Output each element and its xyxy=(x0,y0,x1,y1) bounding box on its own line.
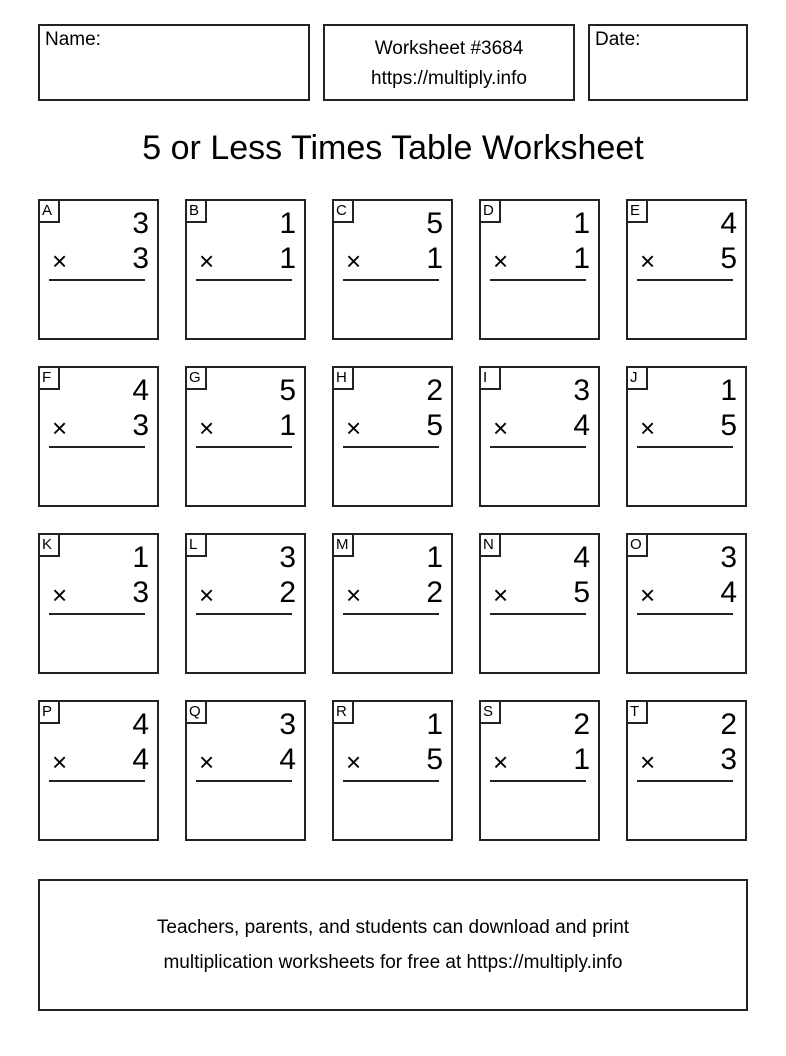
problem-letter: H xyxy=(332,366,354,390)
answer-input-area[interactable] xyxy=(637,452,733,499)
multiplicand: 2 xyxy=(426,374,443,407)
multiply-sign-icon: × xyxy=(199,246,215,276)
multiplicand: 3 xyxy=(279,541,296,574)
multiplicand: 3 xyxy=(132,207,149,240)
answer-line xyxy=(343,279,439,281)
problem-letter: D xyxy=(479,199,501,223)
multiplicand: 5 xyxy=(426,207,443,240)
multiplier: 5 xyxy=(573,576,590,609)
answer-input-area[interactable] xyxy=(343,786,439,833)
problem-card xyxy=(332,199,453,340)
problem-letter: R xyxy=(332,700,354,724)
problem-card xyxy=(185,366,306,507)
answer-line xyxy=(343,613,439,615)
multiplicand: 1 xyxy=(720,374,737,407)
problem-letter: J xyxy=(626,366,648,390)
problem-card xyxy=(479,533,600,674)
problem-card xyxy=(479,199,600,340)
name-field[interactable] xyxy=(38,24,310,101)
date-label: Date: xyxy=(595,29,641,50)
multiply-sign-icon: × xyxy=(52,246,68,276)
problem-card xyxy=(332,533,453,674)
multiplicand: 1 xyxy=(573,207,590,240)
answer-line xyxy=(490,613,586,615)
multiplicand: 4 xyxy=(132,708,149,741)
multiplicand: 3 xyxy=(720,541,737,574)
multiplier: 5 xyxy=(426,743,443,776)
problem-card xyxy=(185,700,306,841)
multiplicand: 4 xyxy=(720,207,737,240)
footer-line-2: multiplication worksheets for free at https://multiply.info xyxy=(163,952,623,973)
multiplier: 1 xyxy=(573,242,590,275)
problem-card xyxy=(38,700,159,841)
problem-letter: B xyxy=(185,199,207,223)
multiplicand: 2 xyxy=(720,708,737,741)
answer-input-area[interactable] xyxy=(490,285,586,332)
footer-box xyxy=(38,879,748,1011)
multiplier: 5 xyxy=(426,409,443,442)
date-field[interactable] xyxy=(588,24,748,101)
multiply-sign-icon: × xyxy=(346,246,362,276)
problem-card xyxy=(626,366,747,507)
multiplier: 2 xyxy=(426,576,443,609)
problem-card xyxy=(185,533,306,674)
multiply-sign-icon: × xyxy=(52,580,68,610)
multiply-sign-icon: × xyxy=(493,246,509,276)
answer-input-area[interactable] xyxy=(49,619,145,666)
problem-card xyxy=(38,199,159,340)
problem-letter: Q xyxy=(185,700,207,724)
answer-input-area[interactable] xyxy=(196,786,292,833)
problem-letter: I xyxy=(479,366,501,390)
answer-line xyxy=(343,446,439,448)
problem-letter: T xyxy=(626,700,648,724)
problem-letter: E xyxy=(626,199,648,223)
problem-card xyxy=(479,366,600,507)
problem-card xyxy=(626,533,747,674)
multiply-sign-icon: × xyxy=(640,413,656,443)
problem-letter: F xyxy=(38,366,60,390)
answer-input-area[interactable] xyxy=(637,285,733,332)
answer-input-area[interactable] xyxy=(490,619,586,666)
problem-letter: K xyxy=(38,533,60,557)
problem-letter: S xyxy=(479,700,501,724)
multiplicand: 4 xyxy=(132,374,149,407)
answer-input-area[interactable] xyxy=(637,619,733,666)
multiplicand: 5 xyxy=(279,374,296,407)
problem-letter: L xyxy=(185,533,207,557)
problem-letter: M xyxy=(332,533,354,557)
multiplier: 4 xyxy=(279,743,296,776)
multiplicand: 2 xyxy=(573,708,590,741)
multiplier: 4 xyxy=(720,576,737,609)
answer-input-area[interactable] xyxy=(637,786,733,833)
problem-card xyxy=(185,199,306,340)
problem-card xyxy=(332,700,453,841)
multiply-sign-icon: × xyxy=(493,747,509,777)
answer-line xyxy=(49,446,145,448)
worksheet-number: Worksheet #3684 xyxy=(374,38,524,59)
multiplicand: 1 xyxy=(279,207,296,240)
answer-input-area[interactable] xyxy=(343,452,439,499)
answer-line xyxy=(49,279,145,281)
answer-line xyxy=(196,279,292,281)
multiply-sign-icon: × xyxy=(346,413,362,443)
problem-letter: A xyxy=(38,199,60,223)
multiply-sign-icon: × xyxy=(346,580,362,610)
answer-line xyxy=(637,446,733,448)
multiplier: 4 xyxy=(132,743,149,776)
answer-line xyxy=(490,279,586,281)
multiply-sign-icon: × xyxy=(640,246,656,276)
multiply-sign-icon: × xyxy=(199,413,215,443)
multiplicand: 3 xyxy=(279,708,296,741)
answer-input-area[interactable] xyxy=(490,786,586,833)
multiplicand: 4 xyxy=(573,541,590,574)
problem-grid xyxy=(38,199,748,841)
multiply-sign-icon: × xyxy=(640,580,656,610)
multiplier: 2 xyxy=(279,576,296,609)
problem-letter: G xyxy=(185,366,207,390)
answer-input-area[interactable] xyxy=(49,452,145,499)
problem-card xyxy=(479,700,600,841)
answer-input-area[interactable] xyxy=(196,452,292,499)
multiplier: 3 xyxy=(720,743,737,776)
worksheet-info-box xyxy=(323,24,575,101)
multiply-sign-icon: × xyxy=(52,747,68,777)
answer-input-area[interactable] xyxy=(490,452,586,499)
answer-input-area[interactable] xyxy=(343,285,439,332)
multiply-sign-icon: × xyxy=(199,747,215,777)
multiplier: 1 xyxy=(426,242,443,275)
answer-line xyxy=(196,446,292,448)
answer-line xyxy=(196,780,292,782)
problem-card xyxy=(626,199,747,340)
answer-line xyxy=(196,613,292,615)
multiplier: 3 xyxy=(132,409,149,442)
multiplier: 1 xyxy=(573,743,590,776)
page-title: 5 or Less Times Table Worksheet xyxy=(142,129,644,167)
answer-input-area[interactable] xyxy=(196,285,292,332)
problem-card xyxy=(38,366,159,507)
multiply-sign-icon: × xyxy=(52,413,68,443)
multiplier: 5 xyxy=(720,242,737,275)
answer-input-area[interactable] xyxy=(49,285,145,332)
multiplicand: 1 xyxy=(132,541,149,574)
name-label: Name: xyxy=(45,29,101,50)
problem-letter: N xyxy=(479,533,501,557)
problem-letter: C xyxy=(332,199,354,223)
multiply-sign-icon: × xyxy=(640,747,656,777)
answer-line xyxy=(490,780,586,782)
problem-letter: P xyxy=(38,700,60,724)
answer-line xyxy=(490,446,586,448)
multiply-sign-icon: × xyxy=(493,580,509,610)
footer-line-1: Teachers, parents, and students can download and print xyxy=(156,917,630,938)
answer-input-area[interactable] xyxy=(343,619,439,666)
answer-line xyxy=(637,613,733,615)
answer-input-area[interactable] xyxy=(196,619,292,666)
multiplicand: 3 xyxy=(573,374,590,407)
answer-line xyxy=(637,780,733,782)
answer-line xyxy=(637,279,733,281)
problem-card xyxy=(38,533,159,674)
multiplier: 3 xyxy=(132,242,149,275)
multiplier: 1 xyxy=(279,242,296,275)
multiply-sign-icon: × xyxy=(493,413,509,443)
problem-card xyxy=(332,366,453,507)
multiplier: 4 xyxy=(573,409,590,442)
site-url: https://multiply.info xyxy=(371,68,527,89)
answer-line xyxy=(49,613,145,615)
problem-letter: O xyxy=(626,533,648,557)
multiplicand: 1 xyxy=(426,541,443,574)
answer-line xyxy=(343,780,439,782)
answer-line xyxy=(49,780,145,782)
answer-input-area[interactable] xyxy=(49,786,145,833)
multiplicand: 1 xyxy=(426,708,443,741)
multiplier: 3 xyxy=(132,576,149,609)
multiplier: 5 xyxy=(720,409,737,442)
multiplier: 1 xyxy=(279,409,296,442)
multiply-sign-icon: × xyxy=(199,580,215,610)
problem-card xyxy=(626,700,747,841)
multiply-sign-icon: × xyxy=(346,747,362,777)
